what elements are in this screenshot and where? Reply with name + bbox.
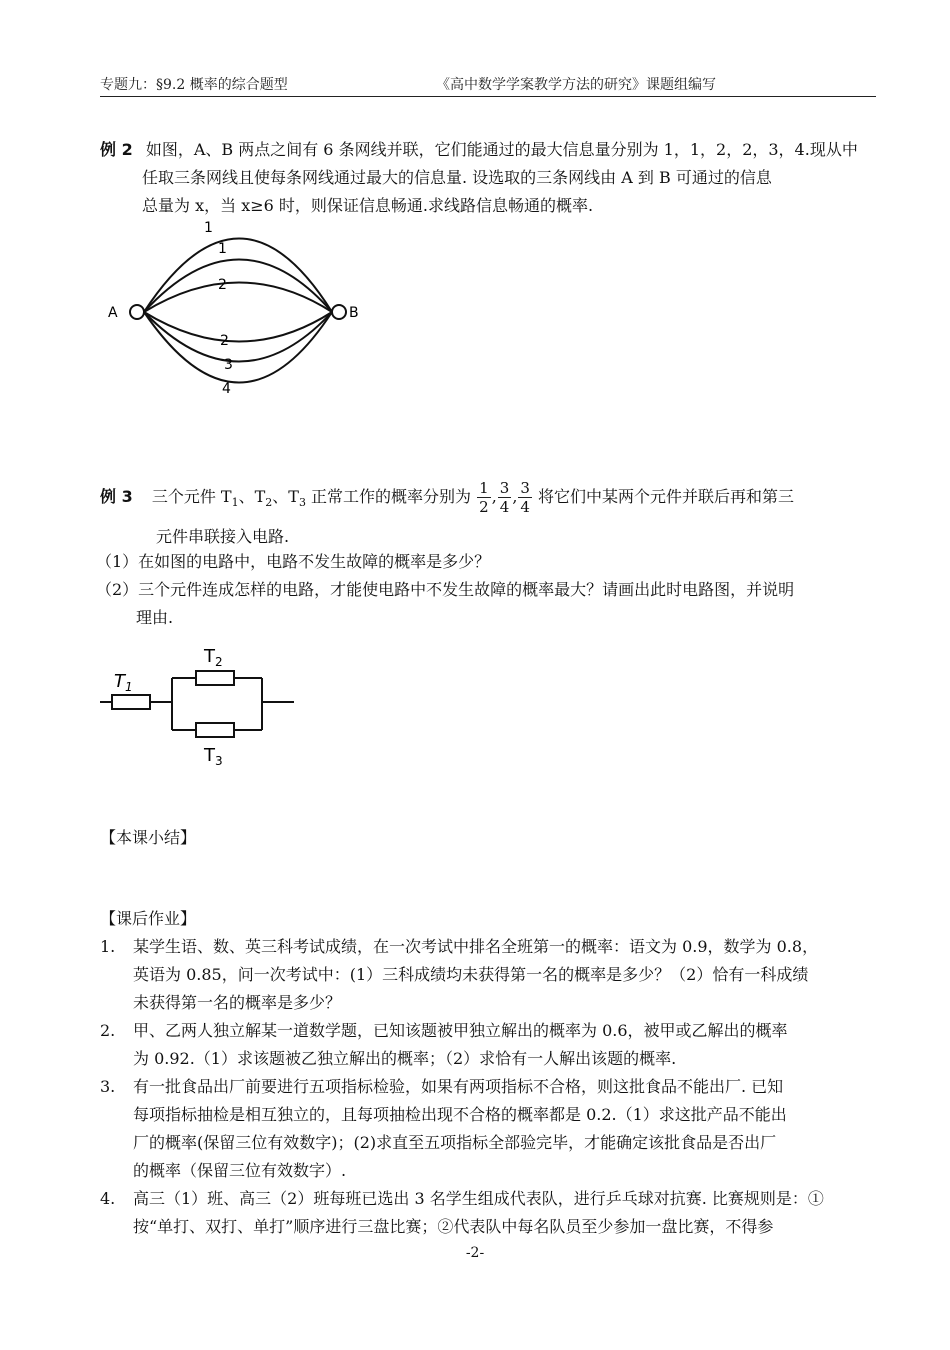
node-b-label: B <box>349 305 359 321</box>
fraction-2: $\frac{3}{4}$ <box>499 479 510 516</box>
label-t2: $T_2$ <box>204 646 223 669</box>
homework-line: 每项指标抽检是相互独立的，且每项抽检出现不合格的概率都是 0.2.（1）求这批产品不能出 <box>133 1105 787 1124</box>
homework-line: 高三（1）班、高三（2）班每班已选出 3 名学生组成代表队，进行乒乓球对抗赛. 比赛规则是：① <box>133 1189 824 1208</box>
homework-line: 厂的概率(保留三位有效数字)；(2)求直至五项指标全部验完毕，才能确定该批食品是否出厂 <box>133 1133 777 1152</box>
ex2-line-2: 任取三条网线且使每条网线通过最大的信息量. 设选取的三条网线由 A 到 B 可通过的信息 <box>142 168 772 187</box>
wire-label-3: 2 <box>218 277 227 293</box>
node-a-label: A <box>108 305 118 321</box>
ex3-question-2: （2）三个元件连成怎样的电路，才能使电路中不发生故障的概率最大？请画出此时电路图，并说明 <box>96 580 795 599</box>
wire-label-5: 3 <box>224 357 233 373</box>
ex2-line-3: 总量为 x，当 x≥6 时，则保证信息畅通.求线路信息畅通的概率. <box>142 196 594 215</box>
page-number: -2- <box>465 1245 485 1261</box>
ex2-tag: 例 2 <box>100 140 133 159</box>
resistor-t2 <box>196 671 234 685</box>
wire-label-1: 1 <box>204 220 213 236</box>
wire-6 <box>144 312 332 383</box>
ex3-tag: 例 3 <box>100 487 133 506</box>
homework-num: 1. <box>100 937 116 956</box>
wire-1 <box>144 239 332 313</box>
homework-num: 2. <box>100 1021 116 1040</box>
summary-title: 【本课小结】 <box>100 828 197 847</box>
wire-label-4: 2 <box>220 333 229 349</box>
ex2-text-1: 如图，A、B 两点之间有 6 条网线并联，它们能通过的最大信息量分别为 1，1，2，2，3，4.现从中 <box>145 140 858 159</box>
fraction-1: $\frac{1}{2}$ <box>479 479 489 516</box>
label-t3: $T_3$ <box>204 745 223 768</box>
homework-num: 4. <box>100 1189 116 1208</box>
homework-line: 的概率（保留三位有效数字）. <box>133 1161 347 1180</box>
homework-line: 未获得第一名的概率是多少？ <box>133 993 342 1012</box>
homework-line: 有一批食品出厂前要进行五项指标检验，如果有两项指标不合格，则这批食品不能出厂. 已知 <box>133 1077 784 1096</box>
wire-label-2: 1 <box>218 241 227 257</box>
header-left: 专题九：§9.2 概率的综合题型 <box>100 77 288 93</box>
homework-line: 某学生语、数、英三科考试成绩，在一次考试中排名全班第一的概率：语文为 0.9，数学为 0.8， <box>133 937 819 956</box>
page-header <box>100 72 876 97</box>
homework-line: 甲、乙两人独立解某一道数学题，已知该题被甲独立解出的概率为 0.6，被甲或乙解出的概率 <box>133 1021 788 1040</box>
homework-line: 英语为 0.85，问一次考试中：(1）三科成绩均未获得第一名的概率是多少？（2）恰有一科成绩 <box>133 965 809 984</box>
ex2-line-1 <box>100 138 858 162</box>
wire-label-6: 4 <box>222 381 231 397</box>
label-t1: $T_1$ <box>114 671 133 694</box>
circuit-diagram <box>96 635 306 775</box>
node-b-circle <box>332 305 346 319</box>
wire-2 <box>144 260 332 313</box>
node-a-circle <box>130 305 144 319</box>
fraction-3: $\frac{3}{4}$ <box>520 479 530 516</box>
ex3-line-1: 例 3 三个元件 $T_1$、$T_2$、$T_3$ 正常工作的概率分别为 $\frac{1}{2}$ , $\frac{3}{4}$ , $\frac{3}{4}$ 将它们中某两个元件并联后再和第三 <box>100 479 795 516</box>
header-right: 《高中数学学案教学方法的研究》课题组编写 <box>436 77 716 93</box>
homework-title: 【课后作业】 <box>100 909 197 928</box>
network-diagram <box>100 215 370 405</box>
wire-3 <box>144 283 332 313</box>
wire-5 <box>144 312 332 362</box>
resistor-t3 <box>196 723 234 737</box>
ex3-line-2: 元件串联接入电路. <box>156 527 290 546</box>
ex3-question-1: （1）在如图的电路中，电路不发生故障的概率是多少？ <box>96 552 491 571</box>
homework-line: 为 0.92.（1）求该题被乙独立解出的概率；（2）求恰有一人解出该题的概率. <box>133 1049 677 1068</box>
resistor-t1 <box>112 695 150 709</box>
homework-line: 按“单打、双打、单打”顺序进行三盘比赛；②代表队中每名队员至少参加一盘比赛，不得参 <box>133 1217 774 1236</box>
homework-num: 3. <box>100 1077 116 1096</box>
ex3-question-2-cont: 理由. <box>136 608 174 627</box>
